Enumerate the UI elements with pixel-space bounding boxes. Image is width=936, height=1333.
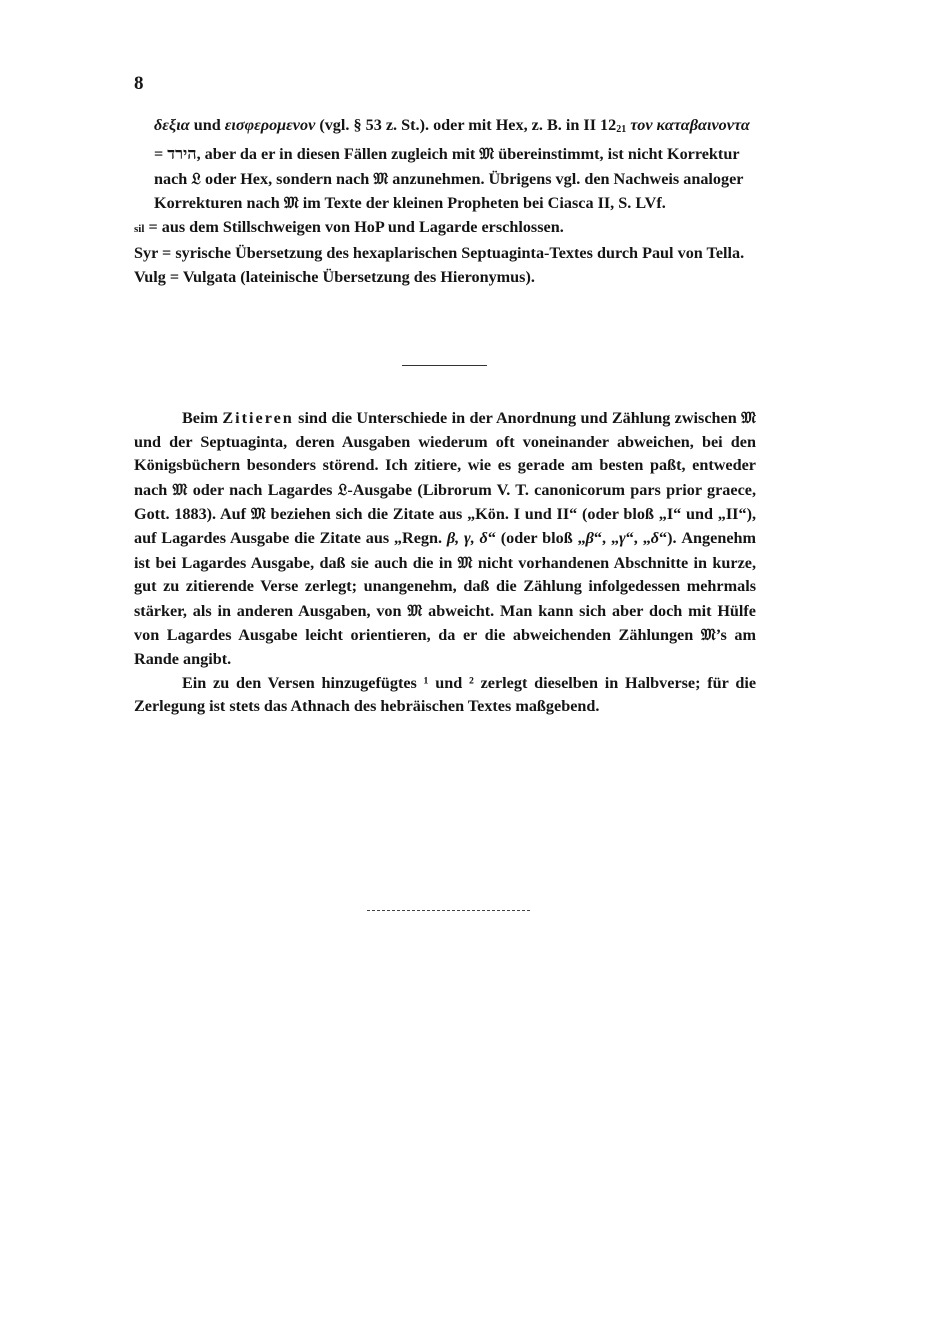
abbreviation-definition: = Vulgata (lateinische Übersetzung des Hieronymus). — [165, 267, 535, 286]
masoretic-siglum: 𝔐 — [172, 479, 188, 499]
text-run: im Texte der kleinen Propheten bei Ciasca II, S. LVf. — [298, 194, 666, 213]
text-run: und der Septuaginta, deren Ausgaben wiederum oft voneinander abweichen, bei den Königsbüchern besonders störend. Ich zitiere, wie es gerade am besten paßt, entweder nach — [134, 432, 756, 499]
text-run: “). Angenehm ist bei Lagardes Ausgabe, daß sie auch die in — [134, 528, 757, 572]
text-run: “, „ — [593, 528, 619, 547]
masoretic-siglum: 𝔐 — [250, 504, 266, 524]
abbreviation-list — [134, 114, 758, 290]
abbreviation-entry-vulg — [134, 266, 758, 290]
masoretic-siglum: 𝔐 — [479, 143, 495, 163]
abbreviation-entry-syr — [134, 242, 758, 266]
text-run: = — [154, 144, 168, 163]
greek-letter: β — [585, 528, 594, 547]
lucian-siglum: 𝔏 — [337, 479, 348, 499]
text-run: (vgl. § 53 z. St.). oder mit Hex, z. B. in II 12 — [315, 116, 617, 134]
text-run: und — [428, 673, 469, 692]
abbreviation-term: sil — [134, 223, 145, 236]
masoretic-siglum: 𝔐 — [457, 552, 473, 572]
superscript-one: ¹ — [423, 673, 429, 692]
greek-word: εισφερομενον — [224, 116, 316, 134]
abbreviation-term: Vulg — [134, 267, 166, 286]
text-run: Beim — [182, 409, 223, 427]
text-run: sind die Unterschiede in der Anordnung und Zählung zwischen — [293, 409, 742, 427]
text-run: und — [189, 116, 225, 134]
text-run: -Ausgabe (Librorum V. T. canonicorum pars prior graece, Gott. 1883). Auf — [134, 480, 756, 524]
text-run: anzunehmen. Übrigens vgl. den Nachweis analoger Korrekturen nach — [154, 169, 744, 213]
text-run: zerlegt dieselben in Halbverse; für die Zerlegung ist stets das Athnach des hebräischen Textes maßgebend. — [134, 673, 757, 716]
text-run: Ein zu den Versen hinzugefügtes — [182, 673, 424, 692]
greek-letters: β, γ, δ — [446, 528, 488, 547]
spaced-word: Zitieren — [222, 409, 294, 427]
text-run: übereinstimmt, ist nicht Korrektur nach — [154, 144, 740, 188]
paragraph-citation — [134, 406, 756, 672]
page-number: 8 — [134, 73, 144, 94]
masoretic-siglum: 𝔐 — [700, 625, 716, 645]
section-divider — [402, 365, 487, 366]
greek-word: δεξια — [154, 116, 190, 134]
greek-phrase: τον καταβαινοντα — [630, 116, 750, 134]
text-run: oder Hex, sondern nach — [200, 169, 374, 188]
masoretic-siglum: 𝔐 — [741, 408, 757, 427]
text-run: beziehen sich die Zitate aus „Kön. I und II“ (oder bloß „I“ und „II“), auf Lagardes Ausgabe die Zitate aus „Regn. — [134, 505, 757, 547]
abbreviation-definition: = syrische Übersetzung des hexaplarischen Septuaginta-Textes durch Paul von Tella. — [158, 243, 745, 262]
text-run: , aber da er in diesen Fällen zugleich mit — [196, 144, 480, 163]
end-divider — [367, 910, 530, 911]
verse-subscript: 21 — [616, 124, 627, 135]
paragraph-verse-halves — [134, 672, 756, 719]
masoretic-siglum: 𝔐 — [373, 168, 389, 188]
hebrew-word: הירד — [167, 144, 197, 163]
abbreviation-entry-sil — [134, 216, 758, 242]
text-run: “ (oder bloß „ — [487, 528, 586, 547]
abbreviation-definition: = aus dem Stillschweigen von HoP und Lagarde erschlossen. — [144, 218, 564, 237]
superscript-two: ² — [469, 673, 474, 692]
masoretic-siglum: 𝔐 — [407, 600, 423, 620]
text-run: “, „ — [625, 528, 651, 547]
greek-letter: γ — [618, 528, 626, 547]
abbreviation-term: Syr — [134, 243, 158, 262]
text-run: ’s am Rande angibt. — [134, 626, 756, 668]
greek-letter: δ — [650, 528, 660, 547]
text-run: abweicht. Man kann sich aber doch mit Hülfe von Lagardes Ausgabe leicht orientieren, da er die abweichenden Zählungen — [134, 601, 756, 645]
text-run: oder nach Lagardes — [187, 480, 338, 499]
body-text — [134, 406, 756, 719]
lucian-siglum: 𝔏 — [191, 168, 201, 188]
text-run: nicht vorhandenen Abschnitte in kurze, gut zu zitierende Verse zerlegt; unangenehm, daß die Zählung infolgedessen mehrmals stärker, als in anderen Ausgaben, von — [134, 553, 756, 620]
masoretic-siglum: 𝔐 — [283, 193, 299, 213]
abbreviation-entry-lxx-continued — [134, 114, 758, 216]
